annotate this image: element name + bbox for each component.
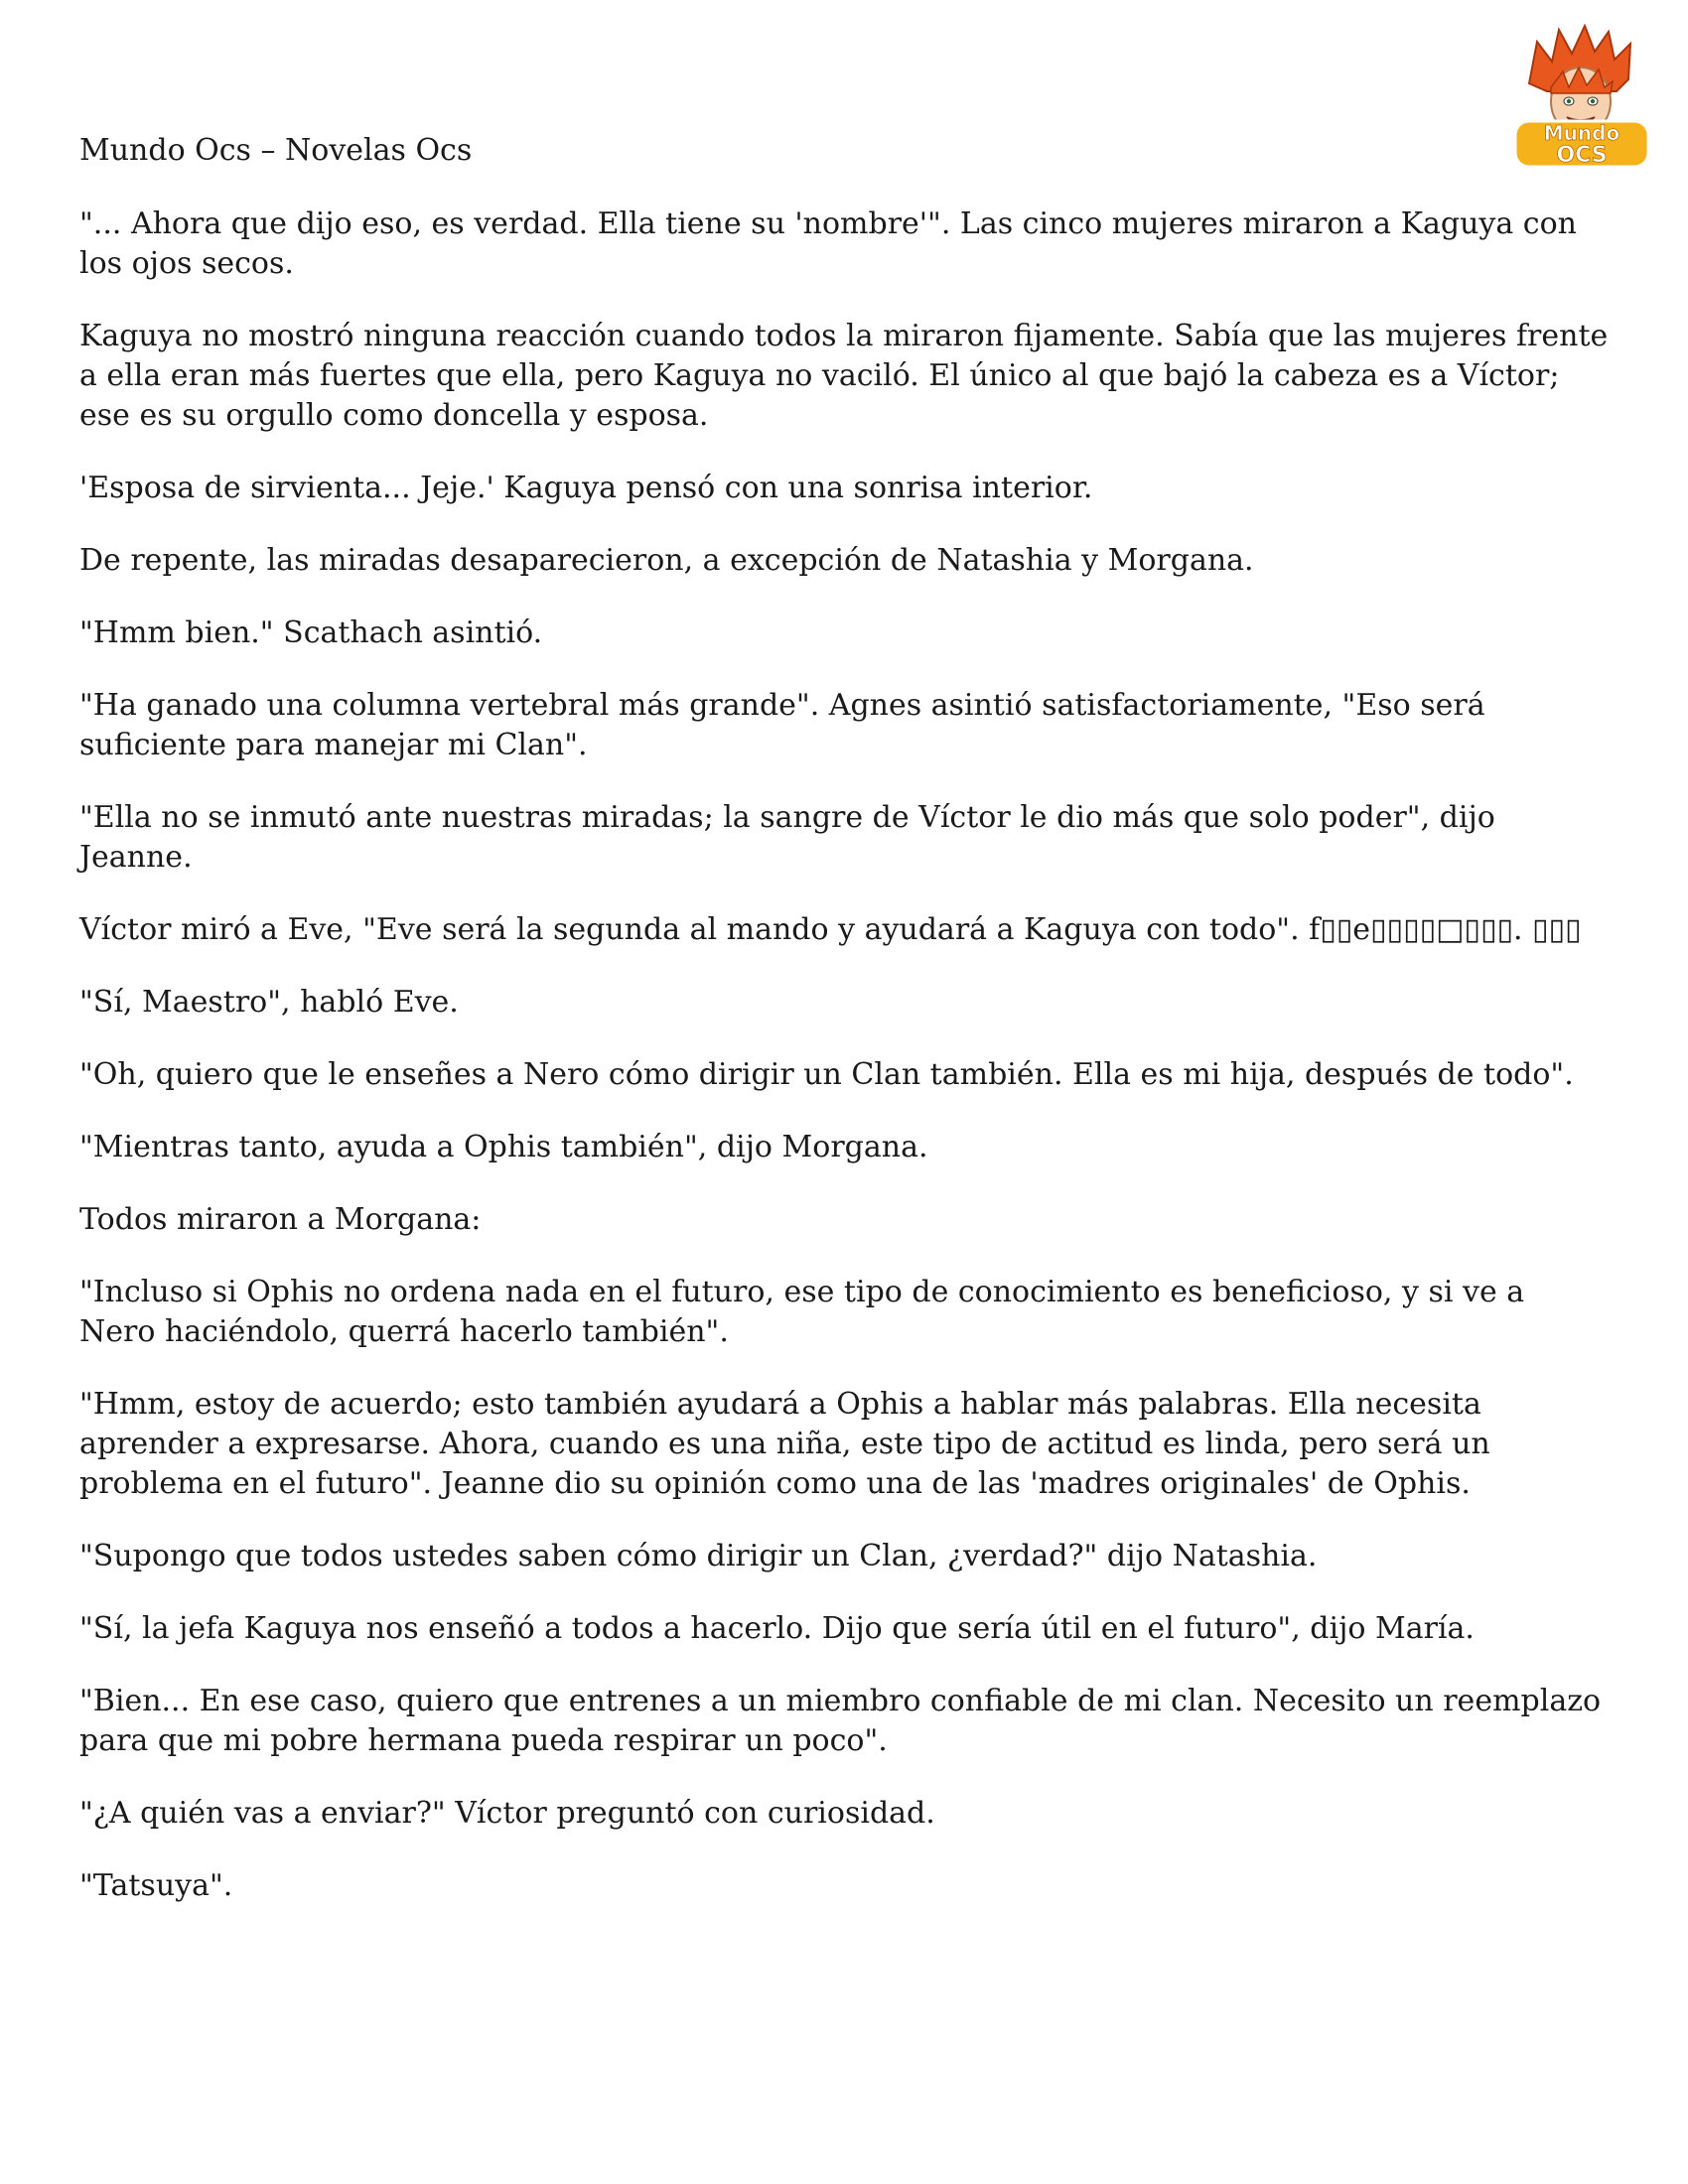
paragraph: "Mientras tanto, ayuda a Ophis también", dijo Morgana.	[79, 1130, 928, 1164]
paragraph: "Supongo que todos ustedes saben cómo dirigir un Clan, ¿verdad?" dijo Natashia.	[79, 1539, 1318, 1573]
paragraph: Kaguya no mostró ninguna reacción cuando todos la miraron fijamente. Sabía que las mujeres frente a ella eran más fuertes que ella, pero Kaguya no vaciló. El único al que bajó la cabeza es a Víctor; ese es su orgullo como doncella y esposa.	[79, 319, 1609, 433]
paragraph: "Ha ganado una columna vertebral más grande". Agnes asintió satisfactoriamente, "Eso será suficiente para manejar mi Clan".	[79, 688, 1485, 762]
paragraph: Víctor miró a Eve, "Eve será la segunda al mando y ayudará a Kaguya con todo". f▯▯e▯▯▯▯□▯▯▯. ▯▯▯	[79, 912, 1582, 947]
page-header: Mundo Ocs – Novelas Ocs	[79, 133, 473, 168]
mundo-ocs-logo	[1507, 22, 1656, 171]
paragraph: 'Esposa de sirvienta... Jeje.' Kaguya pensó con una sonrisa interior.	[79, 471, 1093, 505]
paragraph: "Hmm bien." Scathach asintió.	[79, 615, 543, 650]
paragraph: "Bien... En ese caso, quiero que entrenes a un miembro confiable de mi clan. Necesito un reemplazo para que mi pobre hermana pueda respirar un poco".	[79, 1684, 1602, 1758]
document-body	[79, 205, 1609, 1939]
paragraph: "Ella no se inmutó ante nuestras miradas; la sangre de Víctor le dio más que solo poder", dijo Jeanne.	[79, 800, 1495, 875]
paragraph: De repente, las miradas desaparecieron, a excepción de Natashia y Morgana.	[79, 543, 1254, 578]
paragraph: Todos miraron a Morgana:	[79, 1202, 482, 1237]
paragraph: "Sí, Maestro", habló Eve.	[79, 985, 459, 1020]
paragraph: "Oh, quiero que le enseñes a Nero cómo dirigir un Clan también. Ella es mi hija, después de todo".	[79, 1057, 1574, 1092]
paragraph: "... Ahora que dijo eso, es verdad. Ella tiene su 'nombre'". Las cinco mujeres miraron a Kaguya con los ojos secos.	[79, 206, 1577, 281]
svg-text:OCS: OCS	[1556, 143, 1608, 168]
paragraph: "Hmm, estoy de acuerdo; esto también ayudará a Ophis a hablar más palabras. Ella necesita aprender a expresarse. Ahora, cuando es una niña, este tipo de actitud es linda, pero será un problema en el futuro". Jeanne dio su opinión como una de las 'madres originales' de Ophis.	[79, 1387, 1490, 1501]
paragraph: "Tatsuya".	[79, 1868, 233, 1903]
paragraph: "Sí, la jefa Kaguya nos enseñó a todos a hacerlo. Dijo que sería útil en el futuro", dijo María.	[79, 1611, 1475, 1646]
paragraph: "Incluso si Ophis no ordena nada en el futuro, ese tipo de conocimiento es beneficioso, y si ve a Nero haciéndolo, querrá hacerlo también".	[79, 1275, 1525, 1349]
paragraph: "¿A quién vas a enviar?" Víctor preguntó con curiosidad.	[79, 1796, 935, 1831]
svg-text:Mundo: Mundo	[1543, 121, 1620, 145]
